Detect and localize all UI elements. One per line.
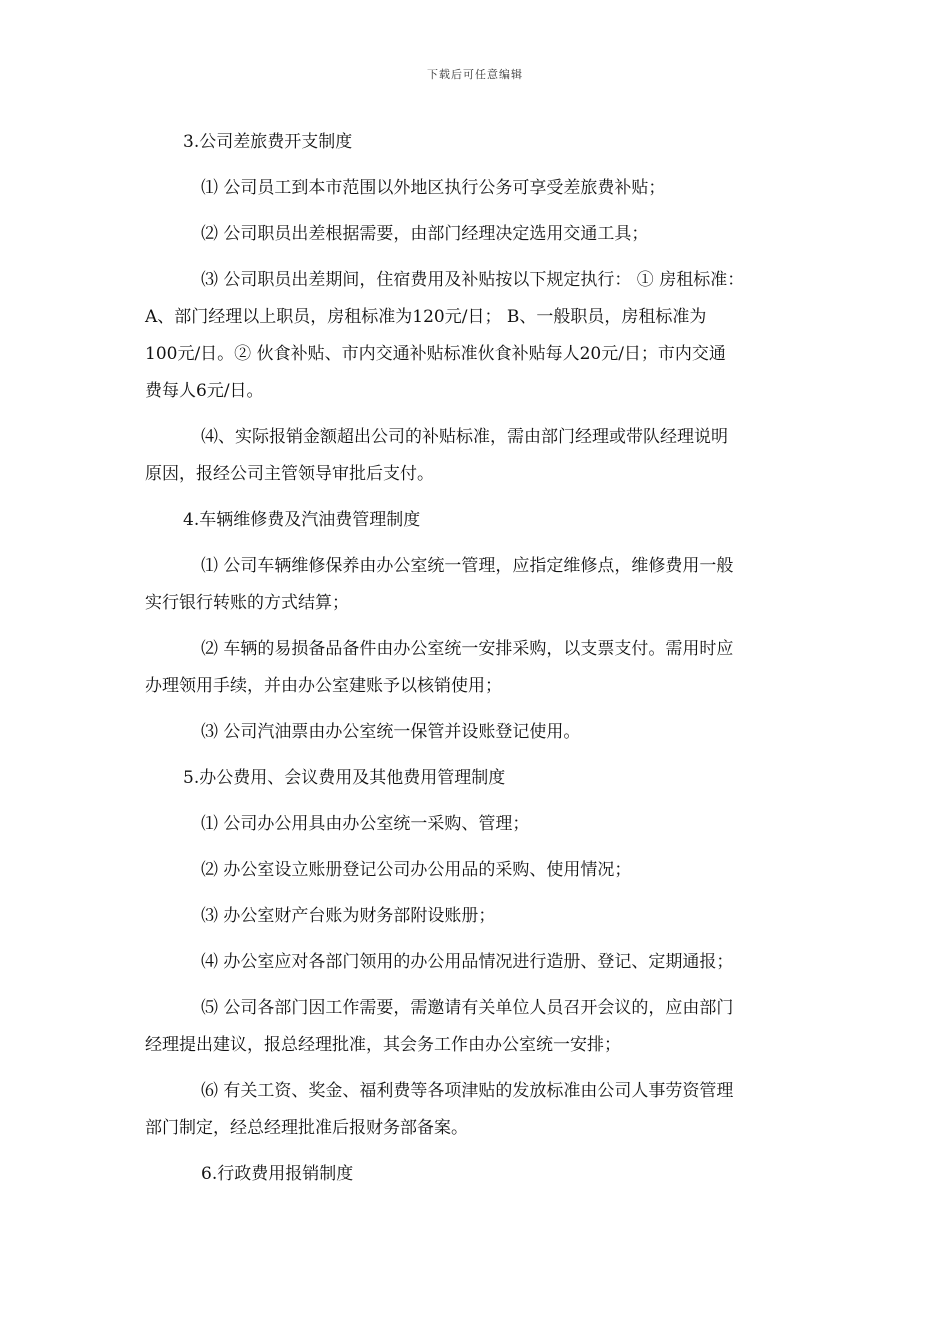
list-item	[145, 262, 810, 410]
section-title: 5.办公费用、会议费用及其他费用管理制度	[183, 768, 506, 788]
document-body	[145, 124, 810, 1193]
list-item: ⑴ 公司员工到本市范围以外地区执行公务可享受差旅费补贴；	[201, 178, 666, 198]
page-header-note: 下载后可任意编辑	[427, 68, 523, 81]
section-title: 6.行政费用报销制度	[201, 1164, 354, 1184]
paragraph-line: 部门制定，经总经理批准后报财务部备案。	[145, 1118, 468, 1138]
paragraph-line: ⑶ 公司职员出差期间，住宿费用及补贴按以下规定执行： ① 房租标准：	[201, 270, 745, 290]
paragraph-line: ⑹ 有关工资、奖金、福利费等各项津贴的发放标准由公司人事劳资管理	[201, 1081, 734, 1101]
list-item	[145, 419, 810, 493]
section-title: 4.车辆维修费及汽油费管理制度	[183, 510, 421, 530]
list-item: ⑶ 办公室财产台账为财务部附设账册；	[201, 906, 496, 926]
paragraph-line: 100元/日。② 伙食补贴、市内交通补贴标准伙食补贴每人20元/日；市内交通	[145, 344, 726, 364]
list-item: ⑵ 公司职员出差根据需要，由部门经理决定选用交通工具；	[201, 224, 649, 244]
paragraph-line: 经理提出建议，报总经理批准，其会务工作由办公室统一安排；	[145, 1035, 621, 1055]
list-item	[145, 1073, 810, 1147]
paragraph-line: 办理领用手续，并由办公室建账予以核销使用；	[145, 676, 502, 696]
list-item: ⑶ 公司汽油票由办公室统一保管并设账登记使用。	[201, 722, 581, 742]
list-item: ⑵ 办公室设立账册登记公司办公用品的采购、使用情况；	[201, 860, 632, 880]
paragraph-line: 实行银行转账的方式结算；	[145, 593, 349, 613]
paragraph-line: ⑸ 公司各部门因工作需要，需邀请有关单位人员召开会议的，应由部门	[201, 998, 734, 1018]
list-item	[145, 631, 810, 705]
list-item	[145, 990, 810, 1064]
list-item: ⑷ 办公室应对各部门领用的办公用品情况进行造册、登记、定期通报；	[201, 952, 734, 972]
list-item	[145, 548, 810, 622]
paragraph-line: 费每人6元/日。	[145, 381, 264, 401]
list-item: ⑴ 公司办公用具由办公室统一采购、管理；	[201, 814, 530, 834]
paragraph-line: ⑷、实际报销金额超出公司的补贴标准，需由部门经理或带队经理说明	[201, 427, 728, 447]
section-title: 3.公司差旅费开支制度	[183, 132, 353, 152]
paragraph-line: ⑴ 公司车辆维修保养由办公室统一管理，应指定维修点，维修费用一般	[201, 556, 734, 576]
paragraph-line: ⑵ 车辆的易损备品备件由办公室统一安排采购，以支票支付。需用时应	[201, 639, 734, 659]
paragraph-line: 原因，报经公司主管领导审批后支付。	[145, 464, 434, 484]
paragraph-line: A、部门经理以上职员，房租标准为120元/日； B、一般职员，房租标准为	[145, 307, 707, 327]
